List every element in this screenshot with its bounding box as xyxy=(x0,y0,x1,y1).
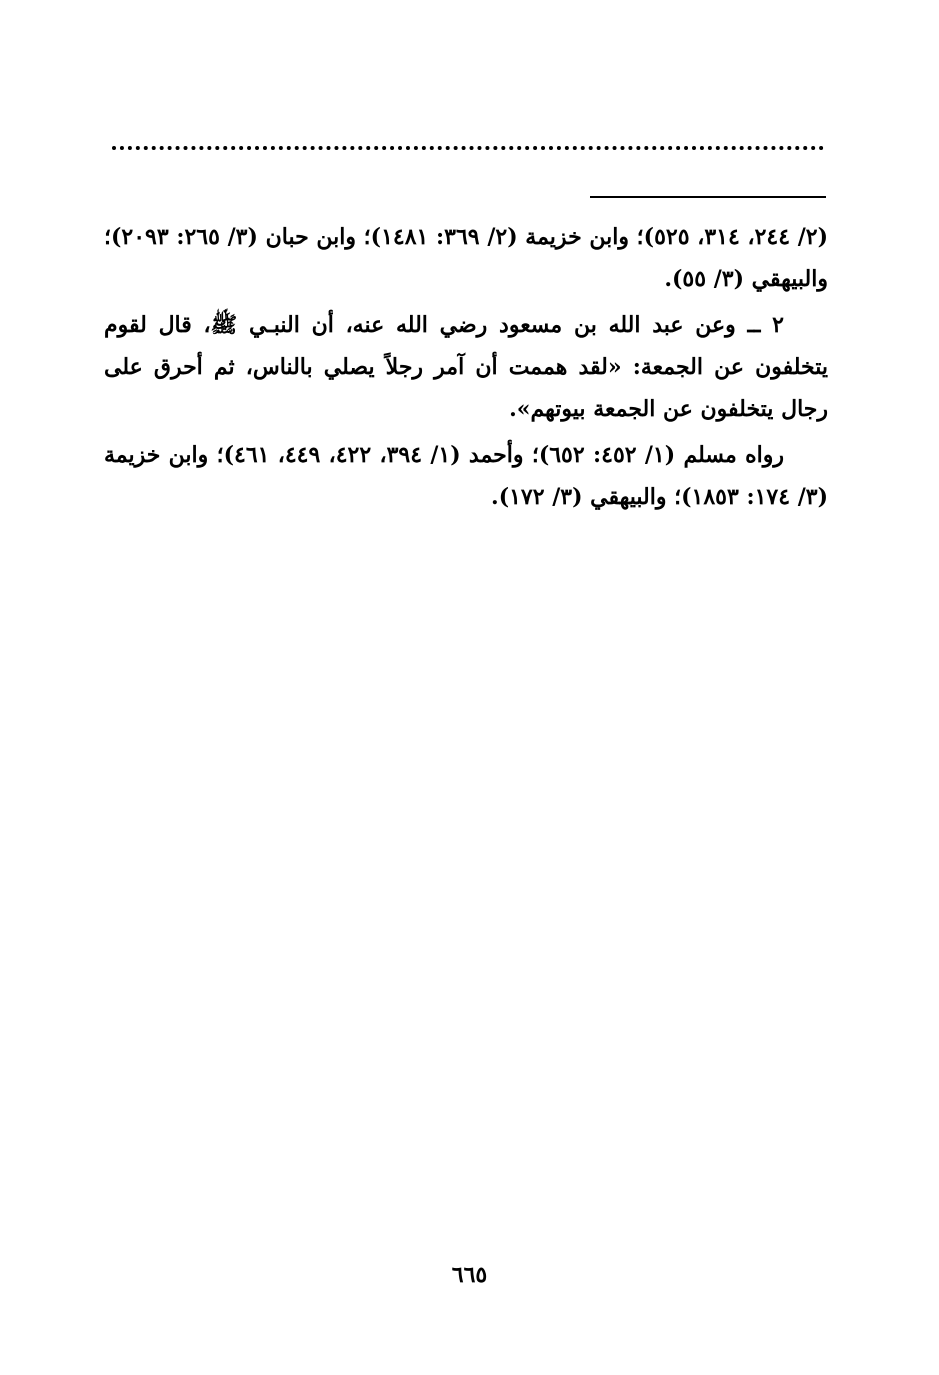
footnote-text-block xyxy=(104,216,828,522)
hadith-paragraph: ٢ ــ وعن عبد الله بن مسعود رضي الله عنه، أن النبـي ﷺ، قال لقوم يتخلفون عن الجمعة: «لقد هممت أن آمر رجلاً يصلي بالناس، ثم أحرق على رجال يتخلفون عن الجمعة بيوتهم». xyxy=(104,312,828,422)
footnote-continuation: (٢/ ٢٤٤، ٣١٤، ٥٢٥)؛ وابن خزيمة (٢/ ٣٦٩: ١٤٨١)؛ وابن حبان (٣/ ٢٦٥: ٢٠٩٣)؛ والبيهقي (٣/ ٥٥). xyxy=(104,224,828,292)
page-number: ٦٦٥ xyxy=(451,1262,488,1288)
dotted-separator xyxy=(112,146,824,150)
footnote-separator-line xyxy=(590,196,826,198)
hadith-sources-paragraph: رواه مسلم (١/ ٤٥٢: ٦٥٢)؛ وأحمد (١/ ٣٩٤، ٤٢٢، ٤٤٩، ٤٦١)؛ وابن خزيمة (٣/ ١٧٤: ١٨٥٣)؛ والبيهقي (٣/ ١٧٢). xyxy=(104,442,828,510)
